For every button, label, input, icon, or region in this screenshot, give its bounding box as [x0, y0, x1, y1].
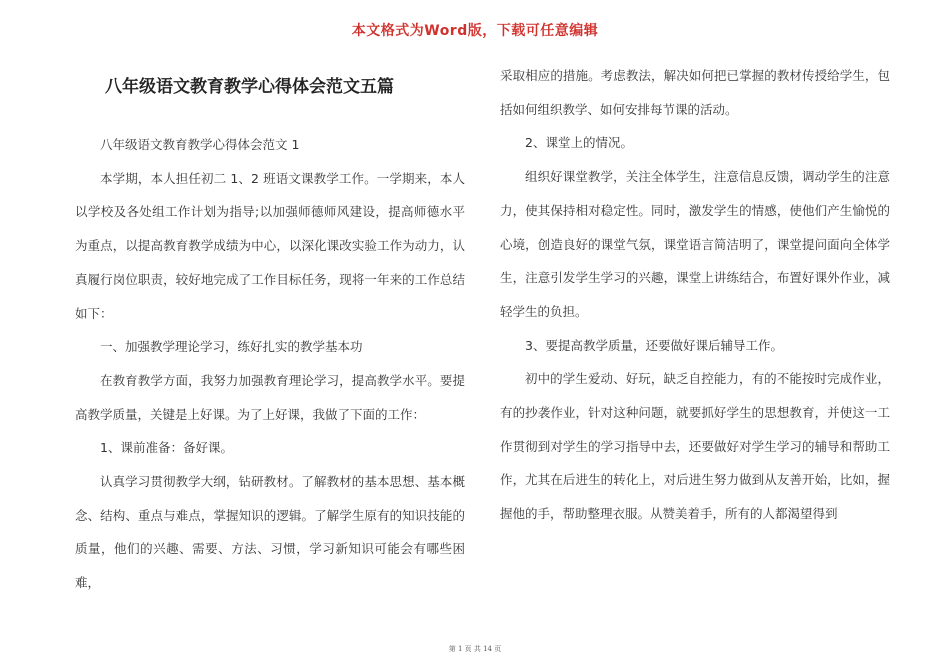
- paragraph: 认真学习贯彻教学大纲，钻研教材。了解教材的基本思想、基本概念、结构、重点与难点，掌握知识的逻辑。了解学生原有的知识技能的质量，他们的兴趣、需要、方法、习惯，学习新知识可能会有哪些困难，: [75, 474, 465, 591]
- paragraph: 1、课前准备：备好课。: [100, 440, 233, 456]
- document-title: 八年级语文教育教学心得体会范文五篇: [105, 77, 394, 97]
- page-number: 第 1 页 共 14 页: [448, 645, 502, 653]
- section-heading: 八年级语文教育教学心得体会范文 1: [100, 137, 300, 152]
- paragraph: 本学期，本人担任初二 1、2 班语文课教学工作。一学期来，本人以学校及各处组工作计划为指导;以加强师德师风建设，提高师德水平为重点，以提高教育教学成绩为中心，以深化课改实验工作为动力，认真履行岗位职责，较好地完成了工作目标任务，现将一年来的工作总结如下：: [75, 170, 465, 321]
- left-column: [75, 62, 465, 600]
- format-banner: 本文格式为Word版，下载可任意编辑: [351, 23, 599, 39]
- paragraph: 一、加强教学理论学习，练好扎实的教学基本功: [100, 339, 363, 355]
- paragraph: 在教育教学方面，我努力加强教育理论学习，提高教学水平。要提高教学质量，关键是上好课。为了上好课，我做了下面的工作：: [75, 372, 465, 422]
- paragraph: 组织好课堂教学，关注全体学生，注意信息反馈，调动学生的注意力，使其保持相对稳定性。同时，激发学生的情感，使他们产生愉悦的心境，创造良好的课堂气氛，课堂语言简洁明了，课堂提问面向全体学生，注意引发学生学习的兴趣，课堂上讲练结合，布置好课外作业，减轻学生的负担。: [500, 169, 890, 319]
- right-column: [500, 62, 890, 531]
- paragraph: 3、要提高教学质量，还要做好课后辅导工作。: [525, 337, 783, 353]
- paragraph-continuation: 采取相应的措施。考虑教法，解决如何把已掌握的教材传授给学生，包括如何组织教学、如何安排每节课的活动。: [500, 68, 890, 117]
- paragraph: 2、课堂上的情况。: [525, 135, 633, 151]
- paragraph: 初中的学生爱动、好玩，缺乏自控能力，有的不能按时完成作业，有的抄袭作业，针对这种问题，就要抓好学生的思想教育，并使这一工作贯彻到对学生的学习指导中去，还要做好对学生学习的辅导和帮助工作，尤其在后进生的转化上，对后进生努力做到从友善开始，比如，握握他的手，帮助整理衣服。从赞美着手，所有的人都渴望得到: [500, 371, 890, 522]
